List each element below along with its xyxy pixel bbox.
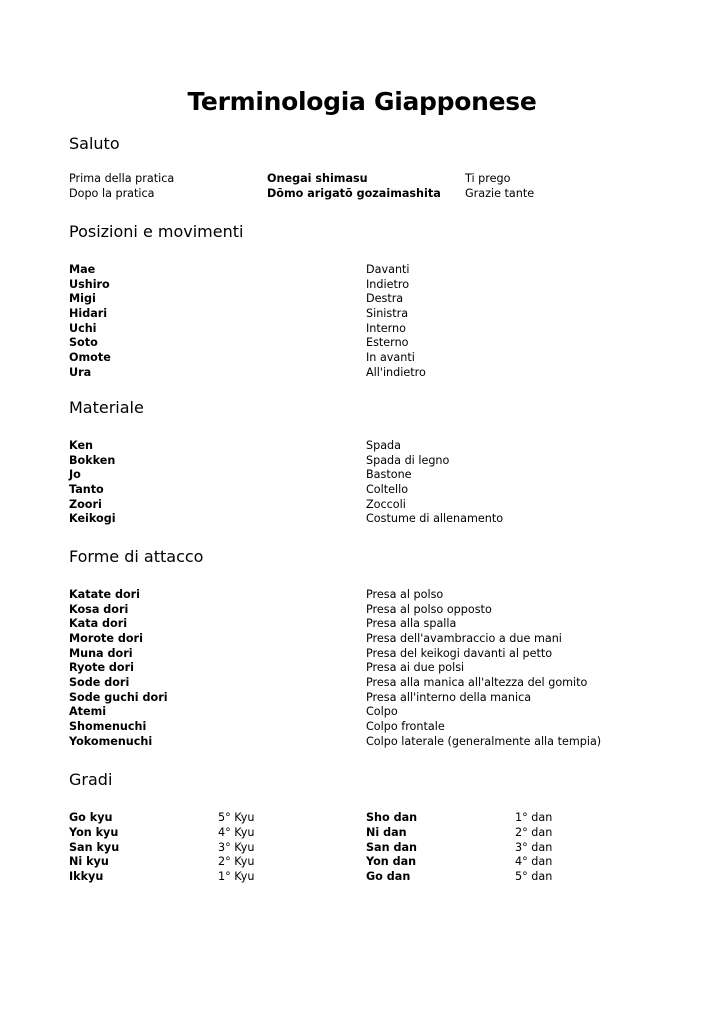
attacco-row (0, 646, 724, 661)
attacco-row (0, 734, 724, 749)
attacco-meaning: Presa dell'avambraccio a due mani (366, 632, 562, 645)
saluto-context: Prima della pratica (69, 172, 175, 185)
materiale-term: Bokken (69, 454, 116, 467)
materiale-row (0, 438, 724, 453)
attacco-term: Katate dori (69, 588, 140, 601)
attacco-term: Shomenuchi (69, 720, 147, 733)
materiale-term: Ken (69, 439, 94, 452)
kyu-value: 1° Kyu (218, 870, 255, 883)
posizioni-meaning: Sinistra (366, 307, 409, 320)
materiale-meaning: Costume di allenamento (366, 512, 504, 525)
dan-term: Sho dan (366, 811, 418, 824)
kyu-term: San kyu (69, 841, 120, 854)
attacco-meaning: Presa al polso (366, 588, 444, 601)
dan-value: 4° dan (515, 855, 553, 868)
posizioni-row (0, 262, 724, 277)
attacco-row (0, 631, 724, 646)
posizioni-row (0, 321, 724, 336)
kyu-value: 5° Kyu (218, 811, 255, 824)
saluto-term: Dōmo arigatō gozaimashita (267, 187, 441, 200)
attacco-meaning: Colpo frontale (366, 720, 445, 733)
posizioni-row (0, 335, 724, 350)
attacco-term: Yokomenuchi (69, 735, 153, 748)
materiale-row (0, 453, 724, 468)
gradi-row (0, 854, 724, 869)
posizioni-meaning: Destra (366, 292, 404, 305)
section-heading-saluto: Saluto (69, 134, 120, 153)
saluto-row (0, 171, 724, 186)
attacco-meaning: Presa al polso opposto (366, 603, 492, 616)
kyu-term: Ikkyu (69, 870, 104, 883)
page-title: Terminologia Giapponese (187, 87, 537, 116)
section-heading-attacco: Forme di attacco (69, 547, 204, 566)
gradi-row (0, 825, 724, 840)
attacco-term: Sode guchi dori (69, 691, 168, 704)
posizioni-term: Mae (69, 263, 96, 276)
posizioni-meaning: Indietro (366, 278, 410, 291)
dan-term: Ni dan (366, 826, 407, 839)
attacco-term: Sode dori (69, 676, 130, 689)
kyu-value: 2° Kyu (218, 855, 255, 868)
saluto-meaning: Grazie tante (465, 187, 535, 200)
materiale-meaning: Zoccoli (366, 498, 406, 511)
attacco-meaning: Presa alla spalla (366, 617, 457, 630)
materiale-term: Keikogi (69, 512, 116, 525)
attacco-term: Ryote dori (69, 661, 134, 674)
kyu-value: 4° Kyu (218, 826, 255, 839)
attacco-meaning: Presa alla manica all'altezza del gomito (366, 676, 588, 689)
attacco-row (0, 616, 724, 631)
posizioni-row (0, 350, 724, 365)
posizioni-term: Uchi (69, 322, 97, 335)
attacco-row (0, 704, 724, 719)
attacco-meaning: Presa ai due polsi (366, 661, 465, 674)
kyu-term: Go kyu (69, 811, 113, 824)
gradi-row (0, 810, 724, 825)
attacco-term: Muna dori (69, 647, 133, 660)
materiale-term: Zoori (69, 498, 102, 511)
attacco-meaning: Presa all'interno della manica (366, 691, 532, 704)
dan-value: 3° dan (515, 841, 553, 854)
attacco-row (0, 660, 724, 675)
kyu-term: Yon kyu (69, 826, 119, 839)
posizioni-term: Migi (69, 292, 96, 305)
materiale-meaning: Bastone (366, 468, 412, 481)
materiale-meaning: Coltello (366, 483, 409, 496)
attacco-row (0, 690, 724, 705)
posizioni-meaning: Interno (366, 322, 406, 335)
materiale-term: Tanto (69, 483, 104, 496)
saluto-meaning: Ti prego (465, 172, 511, 185)
materiale-row (0, 511, 724, 526)
attacco-row (0, 675, 724, 690)
posizioni-term: Omote (69, 351, 111, 364)
dan-term: Yon dan (366, 855, 417, 868)
attacco-term: Kata dori (69, 617, 128, 630)
attacco-term: Morote dori (69, 632, 143, 645)
posizioni-meaning: All'indietro (366, 366, 426, 379)
saluto-context: Dopo la pratica (69, 187, 155, 200)
materiale-meaning: Spada (366, 439, 402, 452)
section-heading-gradi: Gradi (69, 770, 113, 789)
posizioni-meaning: In avanti (366, 351, 415, 364)
posizioni-term: Ura (69, 366, 92, 379)
posizioni-row (0, 306, 724, 321)
saluto-term: Onegai shimasu (267, 172, 368, 185)
attacco-row (0, 602, 724, 617)
posizioni-term: Soto (69, 336, 98, 349)
dan-value: 1° dan (515, 811, 553, 824)
kyu-term: Ni kyu (69, 855, 109, 868)
attacco-meaning: Presa del keikogi davanti al petto (366, 647, 553, 660)
attacco-row (0, 719, 724, 734)
dan-value: 2° dan (515, 826, 553, 839)
posizioni-meaning: Esterno (366, 336, 409, 349)
saluto-row (0, 186, 724, 201)
dan-term: San dan (366, 841, 417, 854)
posizioni-row (0, 277, 724, 292)
posizioni-row (0, 291, 724, 306)
posizioni-term: Hidari (69, 307, 108, 320)
posizioni-term: Ushiro (69, 278, 110, 291)
materiale-meaning: Spada di legno (366, 454, 450, 467)
posizioni-meaning: Davanti (366, 263, 410, 276)
dan-term: Go dan (366, 870, 411, 883)
dan-value: 5° dan (515, 870, 553, 883)
materiale-row (0, 467, 724, 482)
attacco-term: Atemi (69, 705, 107, 718)
attacco-meaning: Colpo laterale (generalmente alla tempia) (366, 735, 602, 748)
kyu-value: 3° Kyu (218, 841, 255, 854)
posizioni-row (0, 365, 724, 380)
materiale-term: Jo (69, 468, 81, 481)
attacco-term: Kosa dori (69, 603, 129, 616)
attacco-meaning: Colpo (366, 705, 398, 718)
materiale-row (0, 497, 724, 512)
gradi-row (0, 840, 724, 855)
section-heading-materiale: Materiale (69, 398, 144, 417)
materiale-row (0, 482, 724, 497)
gradi-row (0, 869, 724, 884)
attacco-row (0, 587, 724, 602)
section-heading-posizioni: Posizioni e movimenti (69, 222, 244, 241)
